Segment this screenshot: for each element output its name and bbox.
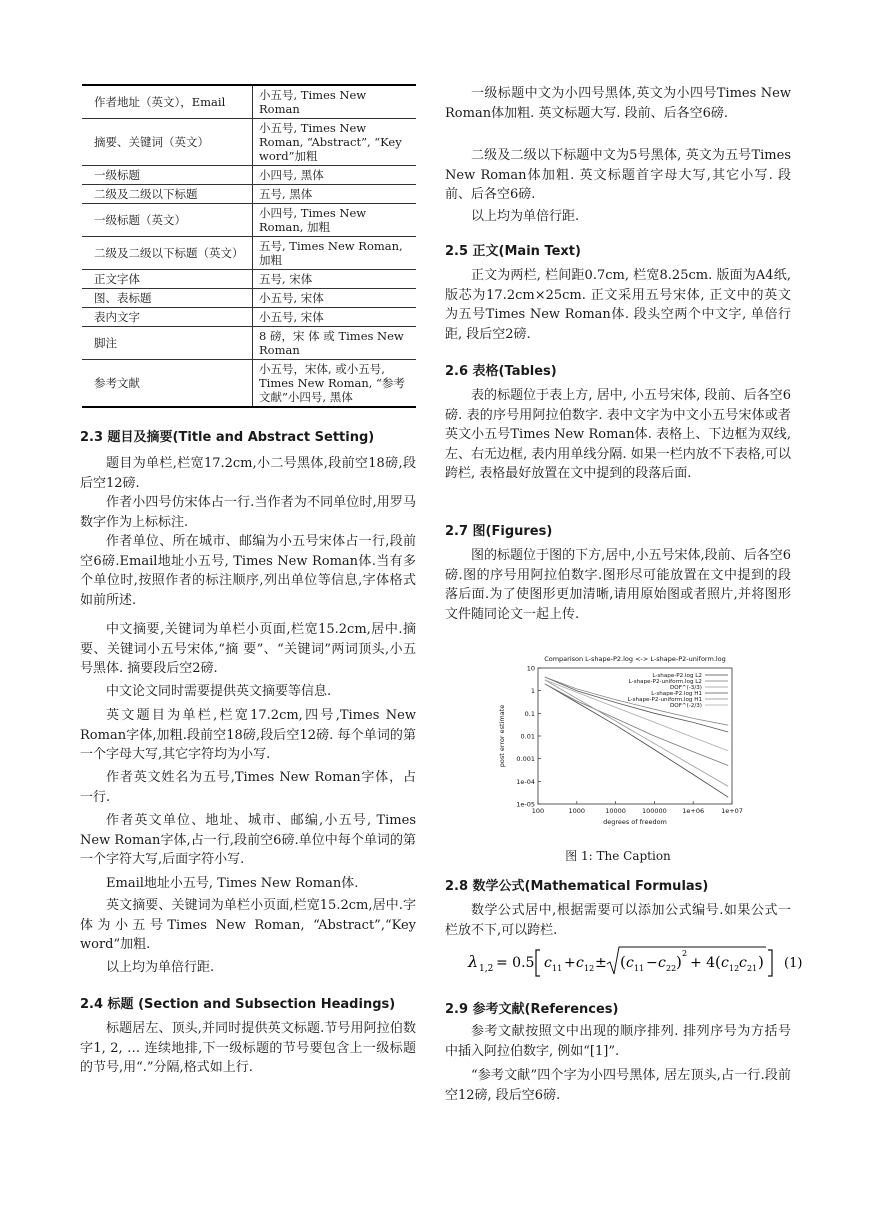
formula-lambda-symbol: λ [468,952,479,971]
y-tick-label: 1e-04 [516,777,535,786]
y-tick-label: 10 [526,664,535,673]
right-bracket [768,950,772,976]
format-item-cell: 脚注 [82,327,253,360]
format-spec-cell: 小五号, 宋体 [253,289,417,308]
section-heading-2-8: 2.8 数学公式(Mathematical Formulas) [445,879,709,894]
formula-subscript: 1,2 [479,964,494,974]
section-heading-2-5: 2.5 正文(Main Text) [445,244,581,259]
paragraph: 英文题目为单栏,栏宽17.2cm,四号,Times New Roman字体,加粗.段前空18磅,段后空12磅. 每个单词的第一个字母大写,其它字符均为小写. [80,708,416,763]
paragraph: 一级标题中文为小四号黑体,英文为小四号Times New Roman体加粗. 英文标题大写. 段前、后各空6磅. [445,86,791,121]
paragraph: Email地址小五号, Times New Roman体. [106,876,359,891]
chart-title: Comparison L-shape-P2.log <-> L-shape-P2-uniform.log [544,655,726,663]
formula-text: ) [758,953,764,971]
section-heading-2-9: 2.9 参考文献(References) [445,1002,619,1017]
format-spec-cell: 五号, 宋体 [253,270,417,289]
formula-lambda [466,944,803,978]
formula-text: = 0.5 [496,955,535,971]
format-table-row [82,308,416,327]
paragraph: “参考文献”四个字为小四号黑体, 居左顶头,占一行.段前空12磅, 段后空6磅. [445,1068,791,1103]
section-heading-2-3: 2.3 题目及摘要(Title and Abstract Setting) [80,430,375,445]
format-table-row [82,289,416,308]
formula-subscript: 22 [666,964,677,973]
y-tick-label: 0.01 [520,732,535,741]
format-item-cell: 摘要、关键词（英文） [82,119,253,166]
formula-superscript: 2 [682,949,688,958]
format-spec-cell: 小五号, Times New Roman [253,85,417,119]
formula-text: + [564,955,576,971]
format-spec-cell: 8 磅，宋 体 或 Times New Roman [253,327,417,360]
formula-text: c [739,955,747,971]
section-heading-2-6: 2.6 表格(Tables) [445,364,557,379]
x-tick-label: 1e+06 [682,807,705,815]
paragraph: 以上均为单倍行距. [471,209,580,224]
formula-text: + 4 [690,955,716,971]
paragraph: 数学公式居中,根据需要可以添加公式编号.如果公式一栏放不下,可以跨栏. [445,903,791,938]
formula-subscript: 11 [552,964,563,973]
paragraph: 二级及二级以下标题中文为5号黑体, 英文为五号Times New Roman体加粗. 英文标题首字母大写,其它小写. 段前、后各空6磅. [445,148,791,203]
paragraph: 以上均为单倍行距. [106,960,215,975]
formula-text: c [721,955,729,971]
paragraph: 图的标题位于图的下方,居中,小五号宋体,段前、后各空6磅.图的序号用阿拉伯数字.图形尽可能放置在文中提到的段落后面.为了使图形更加清晰,请用原始图或者照片,并将图形文件随同论文一起上传. [445,548,791,622]
y-tick-label: 0.1 [524,709,535,718]
paragraph: 作者英文单位、地址、城市、邮编,小五号, Times New Roman字体,占一行,段前空6磅.单位中每个单词的第一个字符大写,后面字符小写. [80,813,416,868]
formula-text: c [626,955,634,971]
format-item-cell: 作者地址（英文），Email [82,85,253,119]
figure-chart [494,654,743,844]
x-tick-label: 100 [531,807,545,815]
formula-text: ( [715,953,721,971]
format-table-row [82,85,416,119]
formula-text: − [646,955,658,971]
format-spec-cell: 五号, 黑体 [253,185,417,204]
format-item-cell: 参考文献 [82,360,253,408]
section-heading-2-7: 2.7 图(Figures) [445,524,553,539]
paragraph: 表的标题位于表上方, 居中, 小五号宋体, 段前、后各空6磅. 表的序号用阿拉伯数字. 表中文字为中文小五号宋体或者英文小五号Times New Roman体. 表格上、下边框为双线, 左、右无边框, 表内用单线分隔. 如果一栏内放不下表格,可以跨栏, 表格最好放置在文中提到的段落后面. [445,388,791,482]
paragraph: 英文摘要、关键词为单栏小页面,栏宽15.2cm,居中.字体为小五号Times New Roman, “Abstract”,“Key word”加粗. [80,898,416,953]
format-item-cell: 正文字体 [82,270,253,289]
paragraph: 中文摘要,关键词为单栏小页面,栏宽15.2cm,居中.摘要、关键词小五号宋体,“摘 要”、“关键词”两词顶头,小五号黑体. 摘要段后空2磅. [80,622,416,677]
formula-subscript: 12 [729,964,740,973]
y-tick-label: 1 [530,687,535,696]
formula-text: ± [595,955,607,971]
format-spec-cell: 小四号, Times New Roman, 加粗 [253,204,417,237]
legend-label: L-shape-P2-uniform.log L2 [628,679,702,685]
y-axis-label: post error estimate [498,704,506,768]
formula-subscript: 12 [584,964,595,973]
format-table-body [82,85,416,407]
formula-text: c [576,955,584,971]
paragraph: 题目为单栏,栏宽17.2cm,小二号黑体,段前空18磅,段后空12磅. [80,456,416,491]
format-table-row [82,327,416,360]
formula-subscript: 21 [747,964,758,973]
formula-text: ) [676,953,682,971]
formula-text: c [544,955,552,971]
legend-label: L-shape-P2-uniform.log H1 [627,697,702,703]
legend-label: L-shape-P2.log H1 [651,691,702,697]
paragraph: 作者小四号仿宋体占一行.当作者为不同单位时,用罗马数字作为上标标注. [80,495,416,530]
format-item-cell: 二级及二级以下标题 [82,185,253,204]
format-item-cell: 一级标题（英文） [82,204,253,237]
format-table-row [82,185,416,204]
paragraph: 中文论文同时需要提供英文摘要等信息. [106,684,332,699]
format-table [82,84,416,408]
legend-label: DOF^(-2/3) [669,703,702,709]
paragraph: 标题居左、顶头,并同时提供英文标题.节号用阿拉伯数字1, 2, … 连续地排,下一级标题的节号要包含上一级标题的节号,用“.”分隔,格式如上行. [80,1021,416,1076]
x-axis-label: degrees of freedom [603,818,667,826]
format-table-row [82,270,416,289]
equation-number: (1) [784,956,803,971]
format-table-row [82,204,416,237]
format-item-cell: 二级及二级以下标题（英文） [82,237,253,270]
paragraph: 作者英文姓名为五号,Times New Roman字体，占一行. [80,770,416,805]
y-tick-label: 0.001 [516,755,535,764]
format-table-row [82,166,416,185]
format-item-cell: 表内文字 [82,308,253,327]
section-heading-2-4: 2.4 标题 (Section and Subsection Headings) [80,997,396,1012]
formula-subscript: 11 [634,964,645,973]
format-spec-cell: 五号, Times New Roman, 加粗 [253,237,417,270]
format-spec-cell: 小五号, Times New Roman, “Abstract”, “Key word”加粗 [253,119,417,166]
format-item-cell: 一级标题 [82,166,253,185]
format-spec-cell: 小五号，宋体, 或小五号, Times New Roman, “参考文献”小四号, 黑体 [253,360,417,408]
x-tick-label: 1e+07 [721,807,743,815]
x-tick-label: 1000 [568,807,586,815]
paragraph: 作者单位、所在城市、邮编为小五号宋体占一行,段前空6磅.Email地址小五号, Times New Roman体.当有多个单位时,按照作者的标注顺序,列出单位等信息,字体格式如前所述. [80,534,416,608]
paragraph: 正文为两栏, 栏间距0.7cm, 栏宽8.25cm. 版面为A4纸, 版芯为17.2cm×25cm. 正文采用五号宋体, 正文中的英文为五号Times New Roman体. 段头空两个中文字, 单倍行距, 段后空2磅. [445,268,791,342]
formula-text: c [658,955,666,971]
legend-label: DOF^(-3/3) [669,685,702,691]
left-bracket [536,950,540,976]
formula-text: ( [620,953,626,971]
format-table-row [82,119,416,166]
figure-caption: 图 1: The Caption [565,849,671,863]
format-table-row [82,237,416,270]
format-spec-cell: 小四号, 黑体 [253,166,417,185]
paragraph: 参考文献按照文中出现的顺序排列. 排列序号为方括号中插入阿拉伯数字, 例如“[1]”. [445,1024,791,1059]
x-tick-label: 10000 [605,807,626,815]
format-table-row [82,360,416,408]
legend-label: L-shape-P2.log L2 [652,673,702,679]
format-spec-cell: 小五号, 宋体 [253,308,417,327]
x-tick-label: 100000 [641,807,667,815]
format-item-cell: 图、表标题 [82,289,253,308]
y-tick-label: 1e-05 [516,800,535,809]
